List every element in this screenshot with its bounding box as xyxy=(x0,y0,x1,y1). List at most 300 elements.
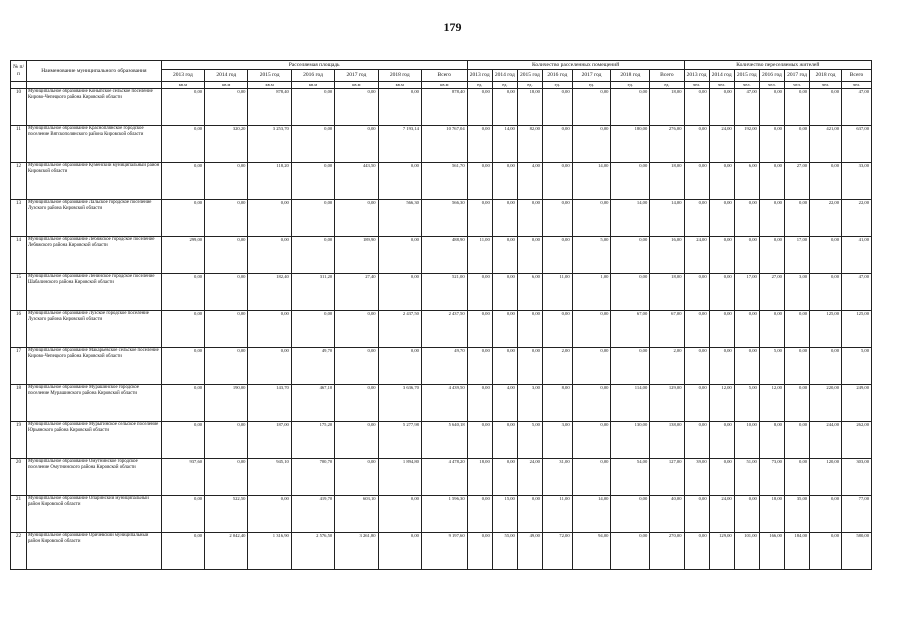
row-number: 14 xyxy=(11,236,27,273)
area-cell: 0,00 xyxy=(378,273,421,310)
unit-label: кв.м xyxy=(161,82,204,89)
rooms-cell: 15,00 xyxy=(492,495,517,532)
rooms-cell: 0,00 xyxy=(611,162,650,199)
area-cell: 3 261,80 xyxy=(335,532,378,569)
people-cell: 637,00 xyxy=(842,125,872,162)
rooms-cell: 0,00 xyxy=(611,88,650,125)
people-cell: 0,00 xyxy=(709,273,734,310)
area-cell: 0,00 xyxy=(161,310,204,347)
rooms-cell: 0,00 xyxy=(492,347,517,384)
people-cell: 17,00 xyxy=(734,273,759,310)
unit-label: чел. xyxy=(842,82,872,89)
area-cell: 1 596,30 xyxy=(421,495,467,532)
municipality-name: Муниципальное образование Макарьевское сельское поселение Кирово-Чепецкого района Кировской области xyxy=(26,347,161,384)
people-cell: 120,00 xyxy=(810,458,842,495)
people-cell: 0,00 xyxy=(684,347,709,384)
area-cell: 0,00 xyxy=(335,310,378,347)
year-header: 2016 год xyxy=(291,70,334,82)
area-cell: 0,00 xyxy=(335,88,378,125)
rooms-cell: 0,00 xyxy=(517,495,542,532)
area-cell: 522,50 xyxy=(205,495,248,532)
rooms-cell: 0,00 xyxy=(467,532,492,569)
area-cell: 5 640,18 xyxy=(421,421,467,458)
area-cell: 175,20 xyxy=(291,421,334,458)
year-header: 2015 год xyxy=(248,70,291,82)
rooms-cell: 0,00 xyxy=(467,162,492,199)
area-cell: 945,10 xyxy=(248,458,291,495)
people-cell: 101,00 xyxy=(734,532,759,569)
area-cell: 0,00 xyxy=(205,88,248,125)
people-cell: 184,00 xyxy=(784,532,809,569)
area-cell: 49,70 xyxy=(421,347,467,384)
area-cell: 9 197,60 xyxy=(421,532,467,569)
rooms-cell: 18,00 xyxy=(650,88,684,125)
page-number: 179 xyxy=(443,20,462,34)
people-cell: 262,00 xyxy=(842,421,872,458)
people-cell: 0,00 xyxy=(684,273,709,310)
table-row xyxy=(11,495,872,532)
rooms-cell: 0,00 xyxy=(492,421,517,458)
rooms-cell: 0,00 xyxy=(542,162,572,199)
year-header: 2016 год xyxy=(542,70,572,82)
area-cell: 0,00 xyxy=(161,495,204,532)
people-cell: 0,00 xyxy=(784,421,809,458)
people-cell: 303,00 xyxy=(842,458,872,495)
people-cell: 0,00 xyxy=(734,495,759,532)
area-cell: 118,20 xyxy=(248,162,291,199)
people-cell: 0,00 xyxy=(709,236,734,273)
rooms-cell: 180,00 xyxy=(611,125,650,162)
people-cell: 8,00 xyxy=(759,421,784,458)
people-cell: 0,00 xyxy=(784,125,809,162)
municipality-name: Муниципальное образование Куменский муниципальный район Кировской области xyxy=(26,162,161,199)
people-cell: 129,00 xyxy=(709,532,734,569)
group-rooms-header: Количество расселенных помещений xyxy=(467,61,684,70)
table-row xyxy=(11,273,872,310)
people-cell: 35,00 xyxy=(784,495,809,532)
year-header: Всего xyxy=(842,70,872,82)
municipality-name: Муниципальное образование Коныпское сельское поселение Кирово-Чепецкого района Кировской области xyxy=(26,88,161,125)
year-header: Всего xyxy=(650,70,684,82)
row-number: 17 xyxy=(11,347,27,384)
year-header: 2017 год xyxy=(784,70,809,82)
row-number: 10 xyxy=(11,88,27,125)
people-cell: 125,00 xyxy=(810,310,842,347)
area-cell: 320,20 xyxy=(205,125,248,162)
unit-label: чел. xyxy=(734,82,759,89)
municipality-name: Муниципальное образование Лальское городское поселение Лузского района Кировской области xyxy=(26,199,161,236)
row-number: 19 xyxy=(11,421,27,458)
people-cell: 249,00 xyxy=(842,384,872,421)
people-cell: 77,00 xyxy=(842,495,872,532)
rooms-cell: 0,00 xyxy=(467,310,492,347)
rooms-cell: 0,00 xyxy=(572,88,611,125)
people-cell: 0,00 xyxy=(759,125,784,162)
area-cell: 0,00 xyxy=(378,532,421,569)
people-cell: 10,00 xyxy=(734,421,759,458)
area-cell: 3 253,70 xyxy=(248,125,291,162)
rooms-cell: 3,00 xyxy=(542,421,572,458)
area-cell: 0,00 xyxy=(161,125,204,162)
people-cell: 0,00 xyxy=(684,125,709,162)
area-cell: 0,00 xyxy=(205,310,248,347)
people-cell: 192,00 xyxy=(734,125,759,162)
people-cell: 27,00 xyxy=(784,162,809,199)
rooms-cell: 0,00 xyxy=(572,384,611,421)
table-row xyxy=(11,236,872,273)
people-cell: 33,00 xyxy=(842,162,872,199)
rooms-cell: 0,00 xyxy=(467,199,492,236)
people-cell: 244,00 xyxy=(810,421,842,458)
rooms-cell: 11,00 xyxy=(542,495,572,532)
people-cell: 0,00 xyxy=(759,310,784,347)
area-cell: 143,70 xyxy=(248,384,291,421)
people-cell: 0,00 xyxy=(734,236,759,273)
rooms-cell: 0,00 xyxy=(492,162,517,199)
area-cell: 0,00 xyxy=(248,199,291,236)
people-cell: 220,00 xyxy=(810,384,842,421)
people-cell: 0,00 xyxy=(810,88,842,125)
rooms-cell: 0,00 xyxy=(467,273,492,310)
area-cell: 566,30 xyxy=(421,199,467,236)
municipality-name: Муниципальное образование Опаринский муниципальный район Кировской области xyxy=(26,495,161,532)
rooms-cell: 14,00 xyxy=(572,162,611,199)
col-name-header: Наименование муниципального образования xyxy=(26,61,161,82)
people-cell: 5,00 xyxy=(759,347,784,384)
resettlement-table xyxy=(10,60,872,570)
rooms-cell: 67,00 xyxy=(611,310,650,347)
area-cell: 0,00 xyxy=(205,162,248,199)
people-cell: 47,00 xyxy=(842,273,872,310)
municipality-name: Муниципальное образование Мурыгинское сельское поселение Юрьянского района Кировской области xyxy=(26,421,161,458)
area-cell: 0,00 xyxy=(378,347,421,384)
unit-label: ед. xyxy=(467,82,492,89)
rooms-cell: 18,00 xyxy=(467,458,492,495)
area-cell: 0,00 xyxy=(335,347,378,384)
area-cell: 0,00 xyxy=(335,458,378,495)
people-cell: 0,00 xyxy=(684,532,709,569)
rooms-cell: 0,00 xyxy=(542,310,572,347)
table-row xyxy=(11,384,872,421)
rooms-cell: 3,00 xyxy=(517,384,542,421)
area-cell: 27,40 xyxy=(335,273,378,310)
rooms-cell: 2,00 xyxy=(650,347,684,384)
rooms-cell: 114,00 xyxy=(611,384,650,421)
year-header: 2013 год xyxy=(684,70,709,82)
unit-label: чел. xyxy=(684,82,709,89)
area-cell: 299,00 xyxy=(161,236,204,273)
people-cell: 0,00 xyxy=(784,458,809,495)
people-cell: 0,00 xyxy=(734,347,759,384)
unit-label: чел. xyxy=(759,82,784,89)
unit-label: ед. xyxy=(650,82,684,89)
people-cell: 0,00 xyxy=(709,421,734,458)
people-cell: 24,00 xyxy=(709,125,734,162)
people-cell: 5,00 xyxy=(842,347,872,384)
rooms-cell: 18,00 xyxy=(517,88,542,125)
people-cell: 0,00 xyxy=(709,162,734,199)
people-cell: 0,00 xyxy=(709,458,734,495)
rooms-cell: 18,00 xyxy=(650,273,684,310)
rooms-cell: 0,00 xyxy=(611,495,650,532)
rooms-cell: 5,00 xyxy=(572,236,611,273)
unit-label: кв.м xyxy=(378,82,421,89)
rooms-cell: 130,00 xyxy=(611,421,650,458)
year-header: 2017 год xyxy=(572,70,611,82)
people-cell: 17,00 xyxy=(784,236,809,273)
area-cell: 0,00 xyxy=(161,532,204,569)
people-cell: 0,00 xyxy=(759,88,784,125)
people-cell: 0,00 xyxy=(784,347,809,384)
rooms-cell: 270,00 xyxy=(650,532,684,569)
area-cell: 0,00 xyxy=(378,236,421,273)
area-cell: 0,00 xyxy=(205,347,248,384)
table-row xyxy=(11,310,872,347)
people-cell: 0,00 xyxy=(810,532,842,569)
area-cell: 0,00 xyxy=(378,495,421,532)
area-cell: 937,60 xyxy=(161,458,204,495)
people-cell: 41,00 xyxy=(842,236,872,273)
rooms-cell: 94,00 xyxy=(572,532,611,569)
year-header: 2014 год xyxy=(205,70,248,82)
unit-label: кв.м xyxy=(291,82,334,89)
people-cell: 0,00 xyxy=(784,384,809,421)
area-cell: 1 316,90 xyxy=(248,532,291,569)
people-cell: 0,00 xyxy=(684,421,709,458)
municipality-name: Муниципальное образование Ленинское городское поселение Шабалинского района Кировской области xyxy=(26,273,161,310)
table-row xyxy=(11,421,872,458)
people-cell: 0,00 xyxy=(810,495,842,532)
people-cell: 0,00 xyxy=(759,199,784,236)
rooms-cell: 11,00 xyxy=(542,273,572,310)
area-cell: 0,00 xyxy=(248,310,291,347)
area-cell: 488,90 xyxy=(421,236,467,273)
rooms-cell: 0,00 xyxy=(572,199,611,236)
unit-label: кв.м xyxy=(248,82,291,89)
unit-label: чел. xyxy=(810,82,842,89)
col-no-header: № п/п xyxy=(11,61,27,82)
rooms-cell: 72,00 xyxy=(542,532,572,569)
people-cell: 0,00 xyxy=(810,162,842,199)
area-cell: 0,00 xyxy=(205,273,248,310)
area-cell: 0,00 xyxy=(291,125,334,162)
area-cell: 0,00 xyxy=(161,384,204,421)
people-cell: 5,00 xyxy=(734,384,759,421)
area-cell: 3 636,70 xyxy=(378,384,421,421)
area-cell: 419,70 xyxy=(291,495,334,532)
people-cell: 27,00 xyxy=(759,273,784,310)
area-cell: 0,00 xyxy=(205,199,248,236)
rooms-cell: 18,00 xyxy=(650,162,684,199)
rooms-cell: 0,00 xyxy=(492,273,517,310)
people-cell: 0,00 xyxy=(734,310,759,347)
area-cell: 0,00 xyxy=(161,162,204,199)
year-header: 2018 год xyxy=(611,70,650,82)
area-cell: 467,10 xyxy=(291,384,334,421)
rooms-cell: 54,00 xyxy=(611,458,650,495)
rooms-cell: 0,00 xyxy=(572,458,611,495)
area-cell: 0,00 xyxy=(248,236,291,273)
area-cell: 2 437,50 xyxy=(421,310,467,347)
people-cell: 0,00 xyxy=(784,310,809,347)
rooms-cell: 1,00 xyxy=(572,273,611,310)
area-cell: 2 437,50 xyxy=(378,310,421,347)
area-cell: 0,00 xyxy=(205,458,248,495)
rooms-cell: 31,00 xyxy=(542,458,572,495)
area-cell: 4 478,20 xyxy=(421,458,467,495)
rooms-cell: 0,00 xyxy=(611,273,650,310)
area-cell: 0,00 xyxy=(378,162,421,199)
year-header: 2013 год xyxy=(161,70,204,82)
rooms-cell: 0,00 xyxy=(542,199,572,236)
area-cell: 878,40 xyxy=(421,88,467,125)
rooms-cell: 0,00 xyxy=(517,199,542,236)
rooms-cell: 127,00 xyxy=(650,458,684,495)
area-cell: 0,00 xyxy=(291,162,334,199)
people-cell: 12,00 xyxy=(709,384,734,421)
unit-label: ед. xyxy=(572,82,611,89)
rooms-cell: 0,00 xyxy=(572,347,611,384)
area-cell: 10 767,04 xyxy=(421,125,467,162)
rooms-cell: 0,00 xyxy=(467,384,492,421)
area-cell: 443,50 xyxy=(335,162,378,199)
rooms-cell: 5,00 xyxy=(517,421,542,458)
area-cell: 0,00 xyxy=(161,421,204,458)
unit-label: ед. xyxy=(611,82,650,89)
people-cell: 12,00 xyxy=(759,384,784,421)
area-cell: 5 277,98 xyxy=(378,421,421,458)
rooms-cell: 82,00 xyxy=(517,125,542,162)
people-cell: 18,00 xyxy=(759,495,784,532)
row-number: 15 xyxy=(11,273,27,310)
table-row xyxy=(11,532,872,569)
rooms-cell: 0,00 xyxy=(542,88,572,125)
people-cell: 0,00 xyxy=(759,236,784,273)
municipality-name: Муниципальное образование Мурашинское городское поселение Мурашинского района Кировской области xyxy=(26,384,161,421)
people-cell: 24,00 xyxy=(684,236,709,273)
people-cell: 0,00 xyxy=(734,199,759,236)
area-cell: 0,00 xyxy=(335,384,378,421)
unit-label: кв.м xyxy=(205,82,248,89)
unit-label: кв.м xyxy=(421,82,467,89)
rooms-cell: 0,00 xyxy=(467,125,492,162)
people-cell: 0,00 xyxy=(709,88,734,125)
people-cell: 0,00 xyxy=(810,236,842,273)
area-cell: 4 439,50 xyxy=(421,384,467,421)
table-row xyxy=(11,162,872,199)
rooms-cell: 4,00 xyxy=(517,162,542,199)
rooms-cell: 14,00 xyxy=(572,495,611,532)
area-cell: 49,70 xyxy=(291,347,334,384)
rooms-cell: 11,00 xyxy=(467,236,492,273)
municipality-name: Муниципальное образование Лебяжское городское поселение Лебяжского района Кировской области xyxy=(26,236,161,273)
rooms-cell: 0,00 xyxy=(492,236,517,273)
people-cell: 0,00 xyxy=(810,273,842,310)
year-header: 2014 год xyxy=(709,70,734,82)
table-row xyxy=(11,125,872,162)
year-header: 2015 год xyxy=(734,70,759,82)
rooms-cell: 0,00 xyxy=(467,347,492,384)
rooms-cell: 24,00 xyxy=(517,458,542,495)
rooms-cell: 0,00 xyxy=(542,236,572,273)
area-cell: 0,00 xyxy=(291,199,334,236)
people-cell: 0,00 xyxy=(810,347,842,384)
people-cell: 0,00 xyxy=(709,199,734,236)
group-people-header: Количество переселяемых жителей xyxy=(684,61,871,70)
area-cell: 1 894,80 xyxy=(378,458,421,495)
unit-label: ед. xyxy=(517,82,542,89)
area-cell: 187,00 xyxy=(248,421,291,458)
area-cell: 0,00 xyxy=(205,236,248,273)
municipality-name: Муниципальное образование Омутнинское городское поселение Омутнинского района Кировской области xyxy=(26,458,161,495)
unit-label: кв.м xyxy=(335,82,378,89)
people-cell: 580,00 xyxy=(842,532,872,569)
people-cell: 0,00 xyxy=(684,310,709,347)
area-cell: 0,00 xyxy=(291,310,334,347)
area-cell: 0,00 xyxy=(291,88,334,125)
area-cell: 7 193,14 xyxy=(378,125,421,162)
people-cell: 39,00 xyxy=(684,458,709,495)
unit-label: чел. xyxy=(784,82,809,89)
year-header: 2013 год xyxy=(467,70,492,82)
area-cell: 0,00 xyxy=(335,125,378,162)
row-number: 22 xyxy=(11,532,27,569)
people-cell: 3,00 xyxy=(784,273,809,310)
rooms-cell: 138,00 xyxy=(650,421,684,458)
unit-header-row xyxy=(11,82,872,89)
row-number: 11 xyxy=(11,125,27,162)
year-header: 2015 год xyxy=(517,70,542,82)
rooms-cell: 0,00 xyxy=(611,347,650,384)
rooms-cell: 40,00 xyxy=(650,495,684,532)
row-number: 13 xyxy=(11,199,27,236)
rooms-cell: 0,00 xyxy=(572,421,611,458)
rooms-cell: 0,00 xyxy=(467,88,492,125)
area-cell: 182,40 xyxy=(248,273,291,310)
people-cell: 0,00 xyxy=(709,310,734,347)
group-area-header: Расселяемая площадь xyxy=(161,61,467,70)
rooms-cell: 6,00 xyxy=(517,273,542,310)
area-cell: 0,00 xyxy=(161,273,204,310)
rooms-cell: 129,00 xyxy=(650,384,684,421)
people-cell: 166,00 xyxy=(759,532,784,569)
rooms-cell: 0,00 xyxy=(517,236,542,273)
row-number: 18 xyxy=(11,384,27,421)
unit-label: чел. xyxy=(709,82,734,89)
people-cell: 0,00 xyxy=(684,199,709,236)
people-cell: 47,00 xyxy=(842,88,872,125)
people-cell: 0,00 xyxy=(684,88,709,125)
year-header: 2018 год xyxy=(810,70,842,82)
people-cell: 0,00 xyxy=(784,199,809,236)
area-cell: 0,00 xyxy=(161,88,204,125)
rooms-cell: 0,00 xyxy=(492,199,517,236)
rooms-cell: 14,00 xyxy=(611,199,650,236)
people-cell: 6,00 xyxy=(734,162,759,199)
area-cell: 190,00 xyxy=(205,384,248,421)
people-cell: 0,00 xyxy=(709,347,734,384)
people-cell: 0,00 xyxy=(759,162,784,199)
municipality-name: Муниципальное образование Красноплянское городское поселение Вятскополянского района Кировской области xyxy=(26,125,161,162)
area-cell: 700,70 xyxy=(291,458,334,495)
people-cell: 24,00 xyxy=(709,495,734,532)
people-cell: 0,00 xyxy=(784,88,809,125)
area-cell: 189,90 xyxy=(335,236,378,273)
row-number: 12 xyxy=(11,162,27,199)
rooms-cell: 4,00 xyxy=(492,384,517,421)
year-header: 2018 год xyxy=(378,70,421,82)
year-header: 2014 год xyxy=(492,70,517,82)
